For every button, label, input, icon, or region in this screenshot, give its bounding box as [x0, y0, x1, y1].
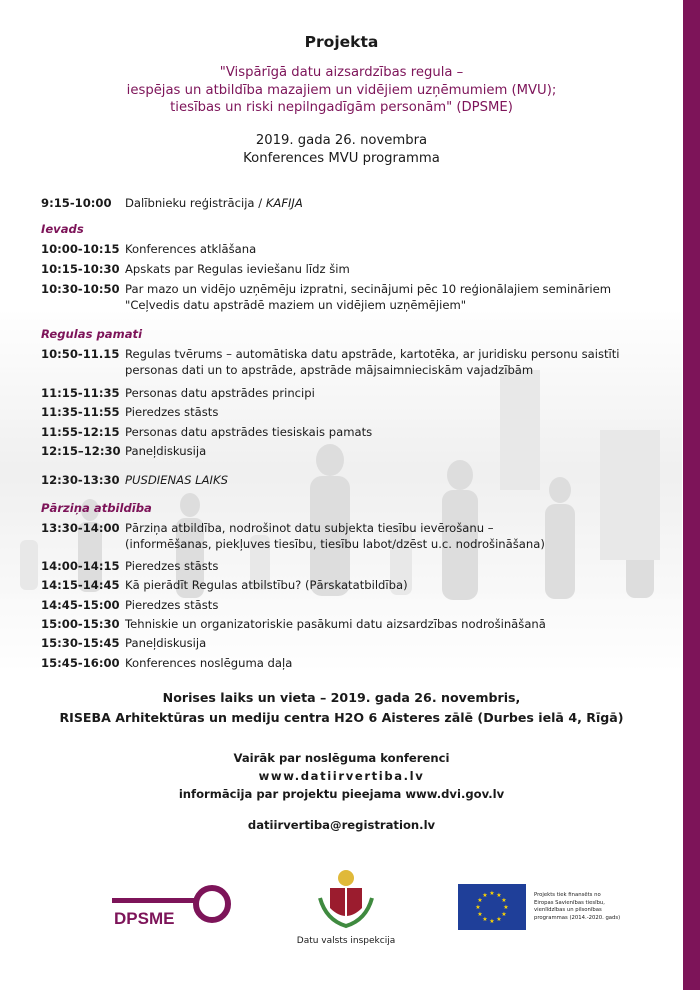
eu-note-line: vienlīdzības un pilsonības — [534, 907, 602, 914]
row-desc: Kā pierādīt Regulas atbilstību? (Pārskatatbildība) — [125, 578, 408, 592]
row-desc: Pieredzes stāsts — [125, 598, 219, 612]
row-desc-text: Dalībnieku reģistrācija / — [125, 196, 266, 210]
svg-text:★: ★ — [501, 897, 507, 904]
row-desc-line: Par mazo un vidējo uzņēmēju izpratni, secinājumi pēc 10 reģionālajiem semināriem — [125, 282, 612, 296]
schedule-row — [41, 241, 256, 257]
row-desc: Pieredzes stāsts — [125, 559, 219, 573]
coat-of-arms-icon — [316, 868, 376, 930]
row-desc-line: Regulas tvērums – automātiska datu apstrāde, kartotēka, ar juridisku personu saistīti — [125, 347, 620, 361]
schedule-row — [41, 655, 292, 671]
svg-text:★: ★ — [503, 904, 509, 911]
eu-flag — [458, 884, 526, 930]
row-time: 11:55-12:15 — [41, 425, 120, 439]
row-desc-line: (informēšanas, piekļuves tiesību, tiesību labot/dzēst u.c. nodrošināšana) — [125, 537, 545, 551]
eu-note-line: programmas (2014.-2020. gads) — [534, 914, 621, 921]
key-icon — [110, 880, 240, 932]
schedule-row — [41, 195, 303, 211]
subtitle-line: "Vispārīgā datu aizsardzības regula – — [219, 65, 464, 80]
section-title: Ievads — [41, 222, 84, 236]
row-time: 15:30-15:45 — [41, 636, 120, 650]
schedule-row — [41, 616, 546, 632]
row-desc: Konferences atklāšana — [125, 242, 257, 256]
row-time: 10:50-11.15 — [41, 347, 120, 361]
row-desc: Personas datu apstrādes tiesiskais pamats — [125, 425, 373, 439]
email-link[interactable]: datiirvertiba@registration.lv — [247, 818, 436, 832]
row-desc-line: Pārziņa atbildība, nodrošinot datu subjekta tiesību ievērošanu – — [125, 521, 494, 535]
row-time: 9:15-10:00 — [41, 196, 112, 210]
row-time: 15:00-15:30 — [41, 617, 120, 631]
header-title: Projekta — [304, 33, 379, 51]
more-info — [0, 749, 683, 803]
venue-line: Norises laiks un vieta – 2019. gada 26. novembris, — [162, 690, 521, 705]
schedule-row — [41, 520, 545, 552]
section-title: Regulas pamati — [41, 327, 143, 341]
row-time: 13:30-14:00 — [41, 521, 120, 535]
row-desc: Paneļdiskusija — [125, 444, 207, 458]
project-subtitle — [0, 64, 683, 117]
row-time: 15:45-16:00 — [41, 656, 120, 670]
row-desc: Apskats par Regulas ieviešanu līdz šim — [125, 262, 350, 276]
row-desc — [125, 195, 303, 211]
row-time: 10:30-10:50 — [41, 282, 120, 296]
svg-text:★: ★ — [489, 890, 495, 897]
eu-note-line: Projekts tiek finansēts no — [534, 892, 601, 898]
schedule-row — [41, 597, 218, 613]
schedule-row — [41, 346, 620, 378]
svg-text:★: ★ — [482, 916, 488, 923]
schedule-row — [41, 281, 611, 313]
section-title: Pārziņa atbildība — [41, 501, 152, 515]
schedule-row — [41, 577, 408, 593]
side-stripe — [683, 0, 700, 990]
row-time: 10:15-10:30 — [41, 262, 120, 276]
svg-text:★: ★ — [489, 918, 495, 925]
dpsme-logo-text: DPSME — [114, 909, 175, 928]
more-info-heading: Vairāk par noslēguma konferenci — [233, 751, 450, 765]
schedule-row — [41, 558, 218, 574]
row-time: 12:15–12:30 — [41, 444, 121, 458]
row-time: 11:15-11:35 — [41, 386, 120, 400]
svg-text:★: ★ — [477, 911, 483, 918]
eu-note-line: Eiropas Savienības tiesību, — [534, 899, 605, 906]
row-time: 14:00-14:15 — [41, 559, 120, 573]
row-desc-line: "Ceļvedis datu apstrādē maziem un vidējiem uzņēmējiem" — [125, 298, 467, 312]
program-title: Konferences MVU programma — [243, 151, 440, 166]
dpsme-logo — [110, 880, 240, 936]
event-date: 2019. gada 26. novembra — [255, 133, 428, 148]
venue-line: RISEBA Arhitektūras un mediju centra H2O 6 Aisteres zālē (Durbes ielā 4, Rīgā) — [59, 710, 624, 725]
subtitle-line: iespējas un atbildība mazajiem un vidējiem uzņēmumiem (MVU); — [126, 82, 557, 98]
schedule-row-lunch — [41, 472, 228, 488]
schedule-row — [41, 635, 206, 651]
svg-text:★: ★ — [501, 911, 507, 918]
row-time: 12:30-13:30 — [41, 473, 120, 487]
row-time: 10:00-10:15 — [41, 242, 120, 256]
website-link[interactable]: www.datiirvertiba.lv — [258, 769, 425, 783]
subtitle-line: tiesības un riski nepilngadīgām personām" (DPSME) — [170, 100, 513, 115]
dvi-caption: Datu valsts inspekcija — [296, 936, 396, 946]
schedule-row — [41, 424, 372, 440]
venue-info — [0, 688, 683, 728]
svg-text:★: ★ — [475, 904, 481, 911]
row-desc: PUSDIENAS LAIKS — [125, 473, 228, 487]
schedule-row — [41, 443, 206, 459]
row-time: 14:45-15:00 — [41, 598, 120, 612]
row-desc-line: personas dati un to apstrāde, apstrāde mājsaimnieciskām vajadzībām — [125, 363, 534, 377]
svg-text:★: ★ — [477, 897, 483, 904]
row-desc: Tehniskie un organizatoriskie pasākumi datu aizsardzības nodrošināšanā — [125, 617, 546, 631]
schedule-row — [41, 404, 218, 420]
row-desc: Personas datu apstrādes principi — [125, 386, 315, 400]
project-info-line: informācija par projektu pieejama www.dvi.gov.lv — [178, 787, 505, 801]
row-desc-emphasis: KAFIJA — [265, 196, 303, 210]
row-desc — [125, 281, 611, 313]
schedule-row — [41, 261, 350, 277]
row-desc — [125, 520, 545, 552]
schedule-row — [41, 385, 315, 401]
svg-text:★: ★ — [496, 916, 502, 923]
row-time: 11:35-11:55 — [41, 405, 120, 419]
row-desc: Konferences noslēguma daļa — [125, 656, 293, 670]
row-desc: Paneļdiskusija — [125, 636, 207, 650]
eu-stars-icon — [458, 884, 526, 930]
eu-funding-note — [534, 892, 684, 922]
svg-text:★: ★ — [496, 892, 502, 899]
row-desc — [125, 346, 620, 378]
dvi-logo — [296, 868, 396, 946]
row-time: 14:15-14:45 — [41, 578, 120, 592]
row-desc: Pieredzes stāsts — [125, 405, 219, 419]
date-block — [0, 132, 683, 168]
svg-text:★: ★ — [482, 892, 488, 899]
